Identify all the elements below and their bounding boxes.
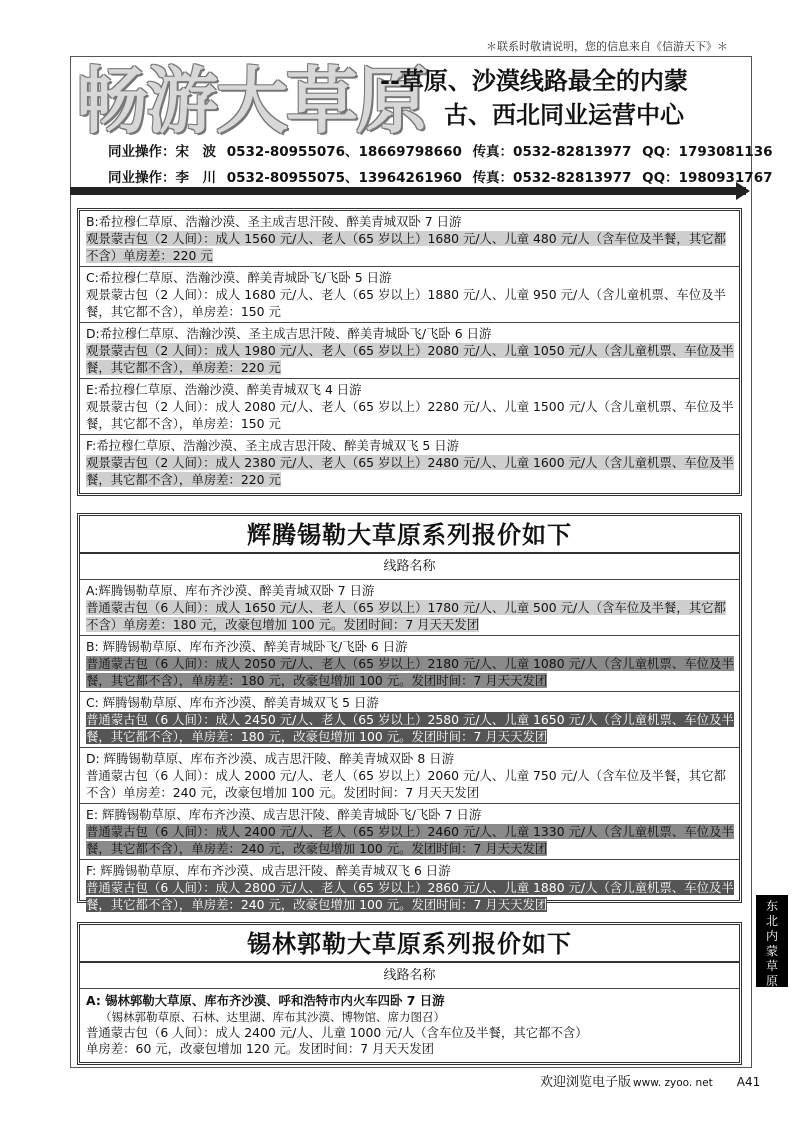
route-item (80, 636, 739, 692)
route-item (80, 692, 739, 748)
route-detail: 观景蒙古包（2 人间）：成人 1560 元/人、老人（65 岁以上）1680 元/人、儿童 480 元/人（含车位及半餐，其它都不含）单房差：220 元 (86, 231, 726, 263)
side-tab-char: 原 (765, 974, 778, 988)
route-item (80, 989, 739, 1061)
route-box-xilinguole (77, 922, 742, 1065)
route-box-xilamuren (77, 208, 742, 496)
route-title: D:希拉穆仁草原、浩瀚沙漠、圣主成吉思汗陵、醉美青城卧飞/飞卧 6 日游 (86, 326, 492, 341)
route-box-huitengxile (77, 513, 742, 912)
contact-qq: QQ：1793081136 (642, 144, 773, 160)
contact-qq: QQ：1980931767 (642, 170, 773, 186)
footer-url[interactable]: www. zyoo. net (633, 1077, 713, 1089)
contact-fax: 传真：0532-82813977 (472, 170, 632, 186)
contact-label: 同业操作：宋 波 (108, 144, 216, 160)
route-title: C: 辉腾锡勒草原、库布齐沙漠、醉美青城双飞 5 日游 (86, 695, 379, 710)
contact-phone: 0532-80955076、18669798660 (226, 144, 462, 160)
contact-phone: 0532-80955075、13964261960 (226, 170, 462, 186)
route-detail: 普通蒙古包（6 人间）：成人 2050 元/人、老人（65 岁以上）2180 元/人、儿童 1080 元/人（含儿童机票、车位及半餐，其它都不含），单房差：180 元，改豪包增加 100 元。发团时间：7 月天天发团 (86, 656, 734, 688)
side-tab-char: 北 (765, 914, 778, 928)
route-detail: 普通蒙古包（6 人间）：成人 2450 元/人、老人（65 岁以上）2580 元/人、儿童 1650 元/人（含儿童机票、车位及半餐，其它都不含），单房差：180 元，改豪包增加 100 元。发团时间：7 月天天发团 (86, 712, 734, 744)
column-header: 线路名称 (80, 963, 739, 989)
route-detail: 观景蒙古包（2 人间）：成人 1680 元/人、老人（65 岁以上）1880 元/人、儿童 950 元/人（含儿童机票、车位及半餐，其它都不含），单房差：150 元 (86, 287, 726, 319)
top-note: ＊联系时敬请说明，您的信息来自《信游天下》＊ (486, 40, 728, 53)
route-title: B:希拉穆仁草原、浩瀚沙漠、圣主成吉思汗陵、醉美青城双卧 7 日游 (86, 214, 462, 229)
route-item (80, 580, 739, 636)
route-title: F: 辉腾锡勒草原、库布齐沙漠、成吉思汗陵、醉美青城双飞 6 日游 (86, 863, 451, 878)
contact-label: 同业操作：李 川 (108, 170, 216, 186)
footer (540, 1071, 760, 1090)
route-item (80, 748, 739, 804)
tagline (380, 64, 688, 132)
route-subtitle: （锡林郭勒草原、石林、达里湖、库布其沙漠、博物馆、席力图召） (100, 1010, 445, 1024)
route-title: E:希拉穆仁草原、浩瀚沙漠、醉美青城双飞 4 日游 (86, 382, 362, 397)
side-tab-char: 东 (765, 899, 778, 913)
route-detail: 普通蒙古包（6 人间）：成人 2000 元/人、老人（65 岁以上）2060 元/人、儿童 750 元/人（含车位及半餐，其它都不含）单房差：240 元，改豪包增加 100 元。发团时间：7 月天天发团 (86, 768, 726, 800)
column-header: 线路名称 (80, 554, 739, 580)
brand-logo: 畅游大草原 (76, 58, 427, 143)
contact-fax: 传真：0532-82813977 (472, 144, 632, 160)
tagline-line2: 古、西北同业运营中心 (444, 101, 684, 129)
footer-welcome: 欢迎浏览电子版 (540, 1075, 632, 1090)
route-detail: 观景蒙古包（2 人间）：成人 2380 元/人、老人（65 岁以上）2480 元/人、儿童 1600 元/人（含儿童机票、车位及半餐，其它都不含），单房差：220 元 (86, 455, 734, 487)
route-detail: 普通蒙古包（6 人间）：成人 2800 元/人、老人（65 岁以上）2860 元/人、儿童 1880 元/人（含儿童机票、车位及半餐，其它都不含），单房差：240 元，改豪包增加 100 元。发团时间：7 月天天发团 (86, 880, 734, 912)
page-number: A41 (736, 1075, 761, 1089)
section-title: 锡林郭勒大草原系列报价如下 (80, 925, 739, 963)
route-title: F:希拉穆仁草原、浩瀚沙漠、圣主成吉思汗陵、醉美青城双飞 5 日游 (86, 438, 460, 453)
route-extra: 单房差：60 元，改豪包增加 120 元。发团时间：7 月天天发团 (86, 1041, 435, 1056)
route-title: A: 锡林郭勒大草原、库布齐沙漠、呼和浩特市内火车四卧 7 日游 (86, 993, 445, 1008)
arrow-right-icon (736, 182, 750, 200)
route-title: C:希拉穆仁草原、浩瀚沙漠、醉美青城卧飞/飞卧 5 日游 (86, 270, 392, 285)
divider-arrow-bar (70, 187, 746, 195)
side-tab-char: 草 (765, 959, 778, 973)
section-title: 辉腾锡勒大草原系列报价如下 (80, 516, 739, 554)
route-item (80, 435, 739, 490)
route-title: A:辉腾锡勒草原、库布齐沙漠、醉美青城双卧 7 日游 (86, 583, 375, 598)
route-item (80, 860, 739, 915)
route-title: D: 辉腾锡勒草原、库布齐沙漠、成吉思汗陵、醉美青城双卧 8 日游 (86, 751, 454, 766)
route-detail: 观景蒙古包（2 人间）：成人 2080 元/人、老人（65 岁以上）2280 元/人、儿童 1500 元/人（含儿童机票、车位及半餐，其它都不含），单房差：150 元 (86, 399, 734, 431)
route-item (80, 323, 739, 379)
contact-row (108, 166, 778, 186)
contact-row (108, 140, 778, 160)
route-detail: 普通蒙古包（6 人间）：成人 1650 元/人、老人（65 岁以上）1780 元/人、儿童 500 元/人（含车位及半餐，其它都不含）单房差：180 元，改豪包增加 100 元。发团时间：7 月天天发团 (86, 600, 726, 632)
side-section-tab (756, 895, 788, 987)
side-tab-char: 蒙 (765, 944, 778, 958)
route-title: B: 辉腾锡勒草原、库布齐沙漠、醉美青城卧飞/飞卧 6 日游 (86, 639, 408, 654)
route-detail: 普通蒙古包（6 人间）：成人 2400 元/人、老人（65 岁以上）2460 元/人、儿童 1330 元/人（含儿童机票、车位及半餐，其它都不含），单房差：240 元，改豪包增加 100 元。发团时间：7 月天天发团 (86, 824, 734, 856)
tagline-line1: --草原、沙漠线路最全的内蒙 (380, 67, 688, 95)
route-item (80, 804, 739, 860)
route-item (80, 379, 739, 435)
route-item (80, 267, 739, 323)
route-title: E: 辉腾锡勒草原、库布齐沙漠、成吉思汗陵、醉美青城卧飞/飞卧 7 日游 (86, 807, 482, 822)
route-detail: 普通蒙古包（6 人间）：成人 2400 元/人、儿童 1000 元/人（含车位及半餐，其它都不含） (86, 1025, 588, 1040)
side-tab-char: 内 (765, 929, 778, 943)
route-item (80, 211, 739, 267)
route-detail: 观景蒙古包（2 人间）：成人 1980 元/人、老人（65 岁以上）2080 元/人、儿童 1050 元/人（含儿童机票、车位及半餐，其它都不含），单房差：220 元 (86, 343, 734, 375)
